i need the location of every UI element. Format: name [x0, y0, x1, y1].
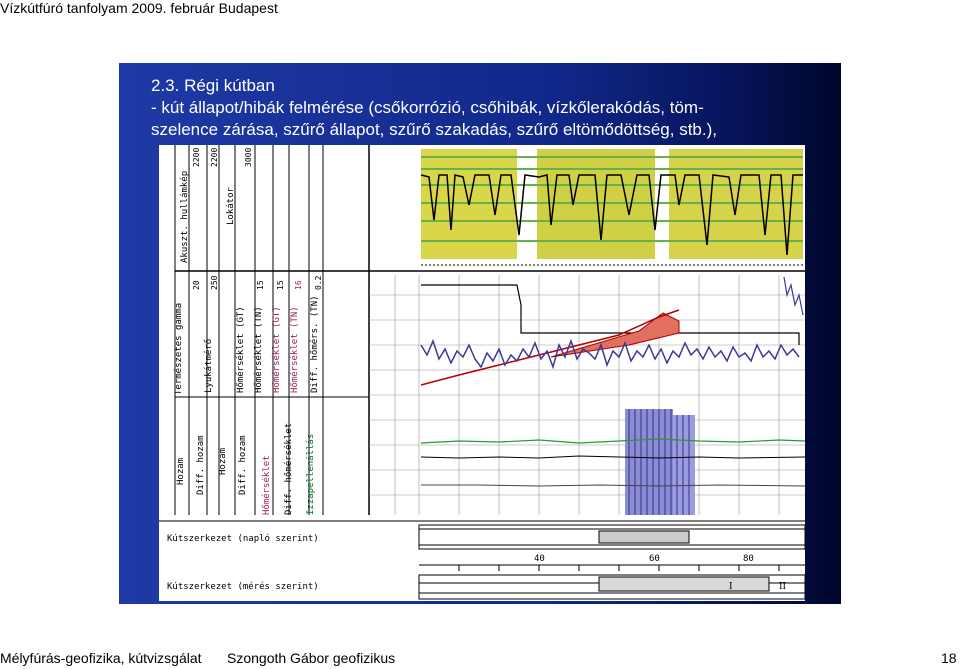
- label-diffhozam-2: Diff. hozam: [238, 435, 248, 495]
- title-line-2: - kút állapot/hibák felmérése (csőkorrózió, csőhibák, vízkőlerakódás, töm-: [151, 98, 704, 117]
- temperature-line: [421, 310, 679, 385]
- roman-i: I: [729, 582, 733, 592]
- scale-top-1: 2200: [192, 147, 201, 167]
- label-diffhozam: Diff. hozam: [196, 435, 206, 495]
- scale-top-2: 2200: [210, 147, 219, 167]
- title-line-1: 2.3. Régi kútban: [151, 76, 275, 95]
- label-diffhomers-2: Diff. hőmérséklet: [284, 422, 294, 515]
- construction-label-log: Kútszerkezet (napló szerint): [167, 534, 319, 544]
- label-hozam: Hozam: [176, 457, 186, 485]
- depth-tick-80: 80: [743, 554, 754, 564]
- title-line-3: szelence zárása, szűrő állapot, szűrő szakadás, szűrő eltömődöttség, stb.),: [151, 120, 717, 139]
- roman-ii: II: [779, 582, 787, 592]
- label-lokator: Lokátor: [226, 187, 236, 225]
- slide-title: [151, 75, 821, 141]
- scale-mid-6: 0.2: [314, 275, 323, 290]
- label-diffhomers: Diff. hőmérs. (TN): [310, 295, 320, 393]
- diff-temp-curve: [421, 485, 805, 486]
- well-log-graphic: [159, 145, 805, 601]
- depth-tick-60: 60: [649, 554, 660, 564]
- label-akuszt: Akuszt. hullámkép: [180, 170, 190, 263]
- plot-grid: [369, 275, 805, 515]
- well-construction: [159, 521, 805, 599]
- construction-label-measured: Kútszerkezet (mérés szerint): [167, 582, 319, 592]
- diff-flow-curve: [421, 456, 805, 458]
- well-log-image: [159, 145, 805, 601]
- label-termgamma: Természetes gamma: [174, 302, 184, 395]
- scale-top-3: 3000: [244, 147, 253, 167]
- page-number: 18: [941, 650, 957, 666]
- scale-mid-1: 20: [192, 280, 201, 290]
- caliper-curve: [421, 285, 799, 345]
- scale-mid-2: 250: [210, 275, 219, 290]
- footer-author: Szongoth Gábor geofizikus: [227, 650, 396, 666]
- header-text: Vízkútfúró tanfolyam 2009. február Budapest: [0, 0, 278, 16]
- acoustic-image: [421, 149, 803, 265]
- label-homers-3: Hőmérséklet: [262, 455, 272, 515]
- label-homers-gt: Hőmérséklet (GT): [236, 306, 246, 393]
- label-hozam-2: Hozam: [218, 447, 228, 475]
- label-izza: Izzapellenállás: [306, 433, 316, 515]
- flow-zone: [625, 409, 695, 515]
- scale-mid-5: 16: [294, 280, 303, 290]
- resistivity-curve: [421, 439, 805, 443]
- label-lyukatmero: Lyukátmérő: [204, 338, 214, 393]
- depth-tick-40: 40: [534, 554, 545, 564]
- scale-mid-4: 15: [276, 280, 285, 290]
- gamma-curve-2: [784, 277, 803, 315]
- footer-left: Mélyfúrás-geofizika, kútvizsgálat: [0, 650, 202, 666]
- label-homers-tn-2: Hőmérséklet (TN): [290, 306, 300, 393]
- label-homers-gt-2: Hőmérséklet (GT): [272, 306, 282, 393]
- label-homers-tn: Hőmérséklet (TN): [254, 306, 264, 393]
- scale-mid-3: 15: [256, 280, 265, 290]
